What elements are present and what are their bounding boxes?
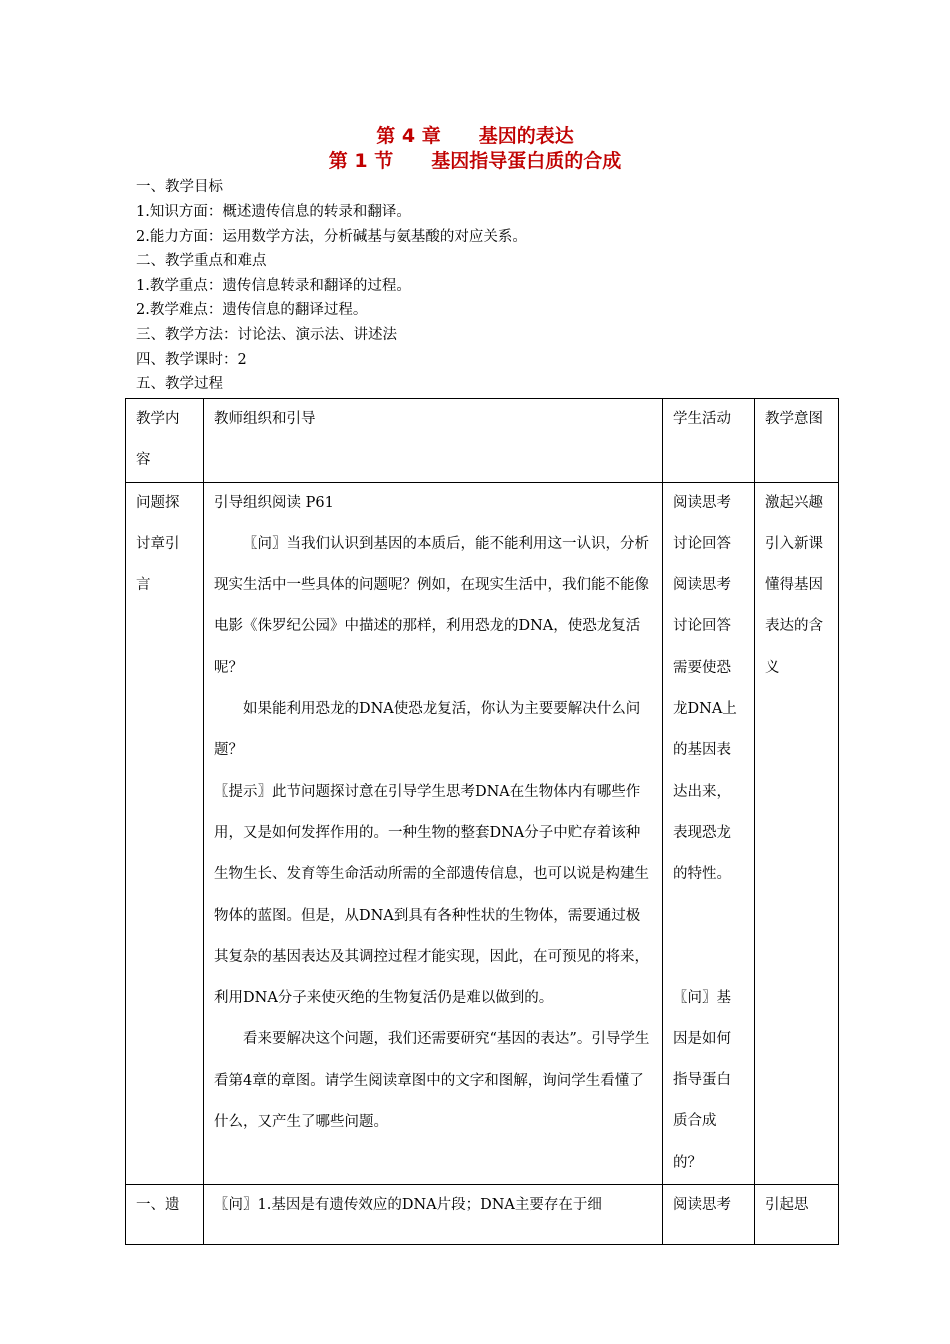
table-row: [126, 1185, 839, 1245]
outline-line-7: 三、教学方法：讨论法、演示法、讲述法: [136, 327, 397, 343]
table-row: [126, 482, 839, 1184]
teacher-question-2: 如果能利用恐龙的DNA使恐龙复活，你认为主要要解决什么问题？: [214, 701, 641, 759]
header-intent: [755, 399, 839, 483]
row1-student: [663, 482, 755, 1184]
teacher-line: 引导组织阅读 P61: [214, 494, 334, 511]
outline-line-2: 1.知识方面：概述遗传信息的转录和翻译。: [136, 204, 411, 220]
header-intent-text: 教学意图: [765, 411, 823, 427]
chapter-title: 第 4 章 基因的表达: [376, 125, 574, 147]
outline-line-5: 1.教学重点：遗传信息转录和翻译的过程。: [136, 278, 411, 294]
student-question: 〖问〗基因是如何指导蛋白质合成的？: [673, 989, 731, 1171]
teacher-hint: 〖提示〗此节问题探讨意在引导学生思考DNA在生物体内有哪些作用，又是如何发挥作用的。一种生物的整套DNA分子中贮存着该种生物生长、发育等生命活动所需的全部遗传信息，也可以说是构建生物体的蓝图。但是，从DNA到具有各种性状的生物体，需要通过极其复杂的基因表达及其调控过程才能实现，因此，在可预见的将来，利用DNA分子来使灭绝的生物复活仍是难以做到的。: [214, 783, 649, 1007]
teacher-guide: 看来要解决这个问题，我们还需要研究“基因的表达”。引导学生看第4章的章图。请学生阅读章图中的文字和图解，询问学生看懂了什么，又产生了哪些问题。: [214, 1031, 650, 1131]
table-header-row: [126, 399, 839, 483]
student-line: 讨论回答: [673, 535, 731, 552]
student-line: 讨论回答: [673, 618, 731, 635]
lesson-process-table: [125, 398, 839, 1245]
outline-line-9: 五、教学过程: [136, 376, 223, 392]
row1-content: 问题探讨章引言: [126, 482, 204, 1184]
outline-line-4: 二、教学重点和难点: [136, 253, 267, 269]
section-title: 第 1 节 基因指导蛋白质的合成: [328, 150, 622, 172]
outline-line-1: 一、教学目标: [136, 179, 223, 195]
student-line: 阅读思考: [673, 577, 731, 594]
header-content: 教学内容: [126, 399, 204, 483]
outline-line-8: 四、教学课时：2: [136, 352, 247, 368]
teacher-question: 〖问〗当我们认识到基因的本质后，能不能利用这一认识，分析现实生活中一些具体的问题呢？例如，在现实生活中，我们能不能像电影《侏罗纪公园》中描述的那样，利用恐龙的DNA，使恐龙复活呢？: [214, 535, 649, 676]
row1-teacher: [204, 482, 663, 1184]
row2-intent: 引起思: [755, 1185, 839, 1245]
row2-student: 阅读思考: [663, 1185, 755, 1245]
student-line: 阅读思考: [673, 494, 731, 511]
student-answer: 需要使恐龙DNA上的基因表达出来，表现恐龙的特性。: [673, 659, 737, 883]
header-teacher: 教师组织和引导: [204, 399, 663, 483]
outline-line-3: 2.能力方面：运用数学方法，分析碱基与氨基酸的对应关系。: [136, 229, 527, 245]
outline-line-6: 2.教学难点：遗传信息的翻译过程。: [136, 302, 368, 318]
row1-intent: 激起兴趣引入新课懂得基因表达的含义: [755, 482, 839, 1184]
row2-teacher: 〖问〗1.基因是有遗传效应的DNA片段；DNA主要存在于细: [204, 1185, 663, 1245]
row2-content: 一、遗: [126, 1185, 204, 1245]
header-student: 学生活动: [663, 399, 755, 483]
